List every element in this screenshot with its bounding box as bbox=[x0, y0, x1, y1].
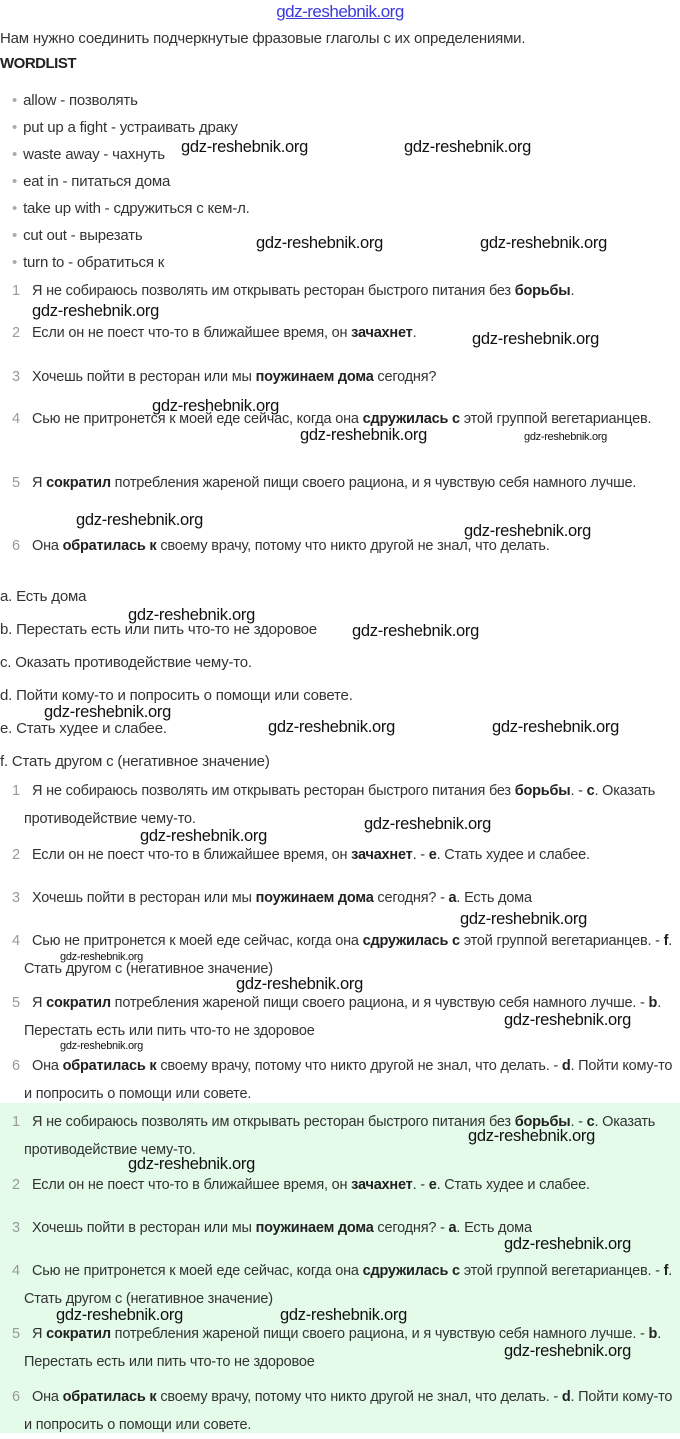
watermark: gdz-reshebnik.org bbox=[364, 815, 491, 833]
sentence-text bbox=[24, 1171, 677, 1199]
phrasal-verb: зачахнет bbox=[351, 847, 413, 863]
sentence-post: . bbox=[412, 325, 417, 341]
sentence-text bbox=[24, 1257, 677, 1313]
definition-option: f. Стать другом с (негативное значение) bbox=[0, 753, 270, 770]
sentence-text bbox=[24, 1383, 677, 1439]
definition-option: d. Пойти кому-то и попросить о помощи или совете. bbox=[0, 687, 353, 704]
watermark: gdz-reshebnik.org bbox=[60, 951, 143, 963]
item-number: 4 bbox=[12, 933, 20, 949]
wordlist-item bbox=[12, 173, 170, 190]
item-number: 3 bbox=[12, 890, 20, 906]
answer-separator: - bbox=[636, 1326, 649, 1342]
answer-letter: е bbox=[428, 847, 437, 863]
answer-letter: а bbox=[448, 1220, 457, 1236]
watermark: gdz-reshebnik.org bbox=[464, 522, 591, 540]
watermark: gdz-reshebnik.org bbox=[280, 1306, 407, 1324]
watermark: gdz-reshebnik.org bbox=[76, 511, 203, 529]
answer-letter: а bbox=[448, 890, 457, 906]
sentence-pre: Она bbox=[32, 538, 63, 554]
item-number: 5 bbox=[12, 475, 20, 491]
sentence-pre: Если он не поест что-то в ближайшее время, он bbox=[32, 325, 352, 341]
answer-letter: b bbox=[648, 1326, 658, 1342]
answer-separator: - bbox=[651, 933, 664, 949]
answer-separator: - bbox=[416, 1177, 429, 1193]
wordlist-item bbox=[12, 200, 250, 217]
sentence-text bbox=[24, 841, 677, 869]
bullet-icon: • bbox=[12, 200, 18, 217]
answer-text: . Есть дома bbox=[456, 1220, 532, 1236]
sentence-text bbox=[24, 363, 677, 391]
bullet-icon: • bbox=[12, 173, 18, 190]
answer-separator: - bbox=[549, 1389, 562, 1405]
item-number: 1 bbox=[12, 1114, 20, 1130]
item-number: 4 bbox=[12, 411, 20, 427]
phrasal-verb: сдружилась с bbox=[362, 1263, 460, 1279]
sentence-pre: Если он не поест что-то в ближайшее время, он bbox=[32, 1177, 352, 1193]
answer-text: . Стать худее и слабее. bbox=[436, 1177, 590, 1193]
watermark: gdz-reshebnik.org bbox=[460, 910, 587, 928]
watermark: gdz-reshebnik.org bbox=[236, 975, 363, 993]
wordlist-item bbox=[12, 254, 164, 271]
answer-letter: с bbox=[586, 1114, 595, 1130]
answer-separator: - bbox=[549, 1058, 562, 1074]
item-number: 6 bbox=[12, 1389, 20, 1405]
watermark: gdz-reshebnik.org bbox=[504, 1011, 631, 1029]
sentence-pre: Я bbox=[32, 995, 47, 1011]
answer-separator: - bbox=[636, 995, 649, 1011]
item-number: 1 bbox=[12, 783, 20, 799]
answer-letter: с bbox=[586, 783, 595, 799]
wordlist-item bbox=[12, 146, 165, 163]
watermark: gdz-reshebnik.org bbox=[472, 330, 599, 348]
phrasal-verb: поужинаем дома bbox=[255, 890, 374, 906]
phrasal-verb: зачахнет bbox=[351, 1177, 413, 1193]
bullet-icon: • bbox=[12, 92, 18, 109]
sentence-text bbox=[24, 469, 677, 497]
watermark: gdz-reshebnik.org bbox=[480, 234, 607, 252]
answer-letter: f bbox=[663, 1263, 669, 1279]
phrasal-verb: зачахнет bbox=[351, 325, 413, 341]
answer-text: . Оказать противодействие чему-то. bbox=[24, 1114, 656, 1158]
bullet-icon: • bbox=[12, 227, 18, 244]
watermark: gdz-reshebnik.org bbox=[524, 431, 607, 443]
watermark: gdz-reshebnik.org bbox=[128, 1155, 255, 1173]
answer-separator: - bbox=[574, 783, 587, 799]
sentence-post: . bbox=[570, 1114, 575, 1130]
answer-text: . Перестать есть или пить что-то не здоровое bbox=[24, 995, 662, 1039]
sentence-post: потребления жареной пищи своего рациона, и я чувствую себя намного лучше. bbox=[110, 1326, 637, 1342]
sentence-pre: Если он не поест что-то в ближайшее время, он bbox=[32, 847, 352, 863]
item-number: 6 bbox=[12, 1058, 20, 1074]
watermark: gdz-reshebnik.org bbox=[504, 1342, 631, 1360]
watermark: gdz-reshebnik.org bbox=[140, 827, 267, 845]
sentence-item bbox=[12, 841, 677, 869]
phrasal-verb: сократил bbox=[46, 475, 111, 491]
sentence-pre: Я bbox=[32, 1326, 47, 1342]
watermark: gdz-reshebnik.org bbox=[300, 426, 427, 444]
sentence-pre: Она bbox=[32, 1058, 63, 1074]
bullet-icon: • bbox=[12, 146, 18, 163]
wordlist-item-text: eat in - питаться дома bbox=[23, 173, 171, 190]
task-instruction: Нам нужно соединить подчеркнутые фразовые глаголы с их определениями. bbox=[0, 30, 526, 47]
wordlist-item-text: put up a fight - устраивать драку bbox=[23, 119, 238, 136]
wordlist-item-text: waste away - чахнуть bbox=[23, 146, 165, 163]
wordlist-item bbox=[12, 119, 238, 136]
watermark: gdz-reshebnik.org bbox=[181, 138, 308, 156]
phrasal-verb: сдружилась с bbox=[362, 933, 460, 949]
wordlist-heading: WORDLIST bbox=[0, 55, 76, 72]
sentence-pre: Я не собираюсь позволять им открывать ресторан быстрого питания без bbox=[32, 783, 515, 799]
watermark: gdz-reshebnik.org bbox=[352, 622, 479, 640]
watermark: gdz-reshebnik.org bbox=[32, 302, 159, 320]
phrasal-verb: сдружилась с bbox=[362, 411, 460, 427]
sentence-text bbox=[24, 1052, 677, 1108]
wordlist-item-text: allow - позволять bbox=[23, 92, 138, 109]
phrasal-verb: сократил bbox=[46, 995, 111, 1011]
phrasal-verb: обратилась к bbox=[62, 1058, 157, 1074]
sentence-post: потребления жареной пищи своего рациона, и я чувствую себя намного лучше. bbox=[110, 475, 637, 491]
item-number: 6 bbox=[12, 538, 20, 554]
sentence-post: этой группой вегетарианцев. bbox=[459, 1263, 652, 1279]
answer-text: . Перестать есть или пить что-то не здоровое bbox=[24, 1326, 662, 1370]
sentence-item bbox=[12, 363, 677, 391]
sentence-pre: Она bbox=[32, 1389, 63, 1405]
definition-option: b. Перестать есть или пить что-то не здоровое bbox=[0, 621, 317, 638]
item-number: 2 bbox=[12, 325, 20, 341]
answer-separator: - bbox=[574, 1114, 587, 1130]
sentence-item bbox=[12, 1052, 677, 1102]
sentence-item bbox=[12, 1171, 677, 1199]
sentence-item bbox=[12, 1257, 677, 1307]
item-number: 4 bbox=[12, 1263, 20, 1279]
watermark: gdz-reshebnik.org bbox=[468, 1127, 595, 1145]
sentence-post: . bbox=[570, 283, 575, 299]
phrasal-verb: борьбы bbox=[514, 783, 571, 799]
definition-option: c. Оказать противодействие чему-то. bbox=[0, 654, 252, 671]
item-number: 1 bbox=[12, 283, 20, 299]
bullet-icon: • bbox=[12, 254, 18, 271]
sentence-post: своему врачу, потому что никто другой не знал, что делать. bbox=[156, 1058, 550, 1074]
watermark: gdz-reshebnik.org bbox=[504, 1235, 631, 1253]
answer-text: . Оказать противодействие чему-то. bbox=[24, 783, 656, 827]
wordlist-item-text: cut out - вырезать bbox=[23, 227, 143, 244]
sentence-pre: Я bbox=[32, 475, 47, 491]
sentence-text bbox=[24, 884, 677, 912]
answer-text: . Стать другом с (негативное значение) bbox=[24, 1263, 673, 1307]
watermark: gdz-reshebnik.org bbox=[268, 718, 395, 736]
answer-text: . Стать худее и слабее. bbox=[436, 847, 590, 863]
phrasal-verb: поужинаем дома bbox=[255, 1220, 374, 1236]
sentence-post: этой группой вегетарианцев. bbox=[459, 411, 652, 427]
sentence-post: . bbox=[412, 847, 417, 863]
sentence-text bbox=[24, 277, 677, 305]
answer-text: . Стать другом с (негативное значение) bbox=[24, 933, 673, 977]
answer-text: . Пойти кому-то и попросить о помощи или совете. bbox=[24, 1058, 673, 1102]
answer-separator: - bbox=[436, 1220, 449, 1236]
sentence-pre: Хочешь пойти в ресторан или мы bbox=[32, 369, 256, 385]
sentence-post: этой группой вегетарианцев. bbox=[459, 933, 652, 949]
watermark: gdz-reshebnik.org bbox=[404, 138, 531, 156]
definition-option: a. Есть дома bbox=[0, 588, 87, 605]
phrasal-verb: обратилась к bbox=[62, 1389, 157, 1405]
sentence-item bbox=[12, 469, 677, 497]
bullet-icon: • bbox=[12, 119, 18, 136]
watermark-link[interactable]: gdz-reshebnik.org bbox=[276, 2, 404, 21]
wordlist-item-text: turn to - обратиться к bbox=[23, 254, 165, 271]
sentence-item bbox=[12, 884, 677, 912]
sentence-post: . bbox=[570, 783, 575, 799]
answer-letter: е bbox=[428, 1177, 437, 1193]
item-number: 2 bbox=[12, 847, 20, 863]
wordlist-item-text: take up with - сдружиться с кем-л. bbox=[23, 200, 250, 217]
item-number: 3 bbox=[12, 1220, 20, 1236]
watermark: gdz-reshebnik.org bbox=[128, 606, 255, 624]
watermark: gdz-reshebnik.org bbox=[44, 703, 171, 721]
definition-option: e. Стать худее и слабее. bbox=[0, 720, 167, 737]
sentence-pre: Сью не притронется к моей еде сейчас, когда она bbox=[32, 411, 363, 427]
sentence-post: сегодня? bbox=[373, 369, 437, 385]
sentence-post: потребления жареной пищи своего рациона, и я чувствую себя намного лучше. bbox=[110, 995, 637, 1011]
watermark: gdz-reshebnik.org bbox=[60, 1040, 143, 1052]
item-number: 3 bbox=[12, 369, 20, 385]
answer-separator: - bbox=[416, 847, 429, 863]
phrasal-verb: обратилась к bbox=[62, 538, 157, 554]
watermark: gdz-reshebnik.org bbox=[492, 718, 619, 736]
sentence-pre: Хочешь пойти в ресторан или мы bbox=[32, 890, 256, 906]
sentence-pre: Хочешь пойти в ресторан или мы bbox=[32, 1220, 256, 1236]
phrasal-verb: сократил bbox=[46, 1326, 111, 1342]
watermark: gdz-reshebnik.org bbox=[256, 234, 383, 252]
answer-separator: - bbox=[651, 1263, 664, 1279]
answer-letter: d bbox=[561, 1389, 571, 1405]
wordlist-item bbox=[12, 227, 143, 244]
sentence-item bbox=[12, 1383, 677, 1433]
watermark: gdz-reshebnik.org bbox=[152, 397, 279, 415]
answer-text: . Есть дома bbox=[456, 890, 532, 906]
answer-separator: - bbox=[436, 890, 449, 906]
item-number: 5 bbox=[12, 1326, 20, 1342]
sentence-item bbox=[12, 277, 677, 305]
sentence-pre: Сью не притронется к моей еде сейчас, когда она bbox=[32, 1263, 363, 1279]
sentence-text bbox=[24, 777, 677, 833]
sentence-post: сегодня? bbox=[373, 1220, 437, 1236]
sentence-post: сегодня? bbox=[373, 890, 437, 906]
answer-letter: b bbox=[648, 995, 658, 1011]
sentence-post: своему врачу, потому что никто другой не знал, что делать. bbox=[156, 538, 550, 554]
sentence-pre: Я не собираюсь позволять им открывать ресторан быстрого питания без bbox=[32, 1114, 515, 1130]
item-number: 2 bbox=[12, 1177, 20, 1193]
item-number: 5 bbox=[12, 995, 20, 1011]
phrasal-verb: борьбы bbox=[514, 1114, 571, 1130]
answer-text: . Пойти кому-то и попросить о помощи или совете. bbox=[24, 1389, 673, 1433]
phrasal-verb: борьбы bbox=[514, 283, 571, 299]
answer-letter: f bbox=[663, 933, 669, 949]
sentence-pre: Сью не притронется к моей еде сейчас, когда она bbox=[32, 933, 363, 949]
watermark: gdz-reshebnik.org bbox=[56, 1306, 183, 1324]
sentence-post: своему врачу, потому что никто другой не знал, что делать. bbox=[156, 1389, 550, 1405]
sentence-pre: Я не собираюсь позволять им открывать ресторан быстрого питания без bbox=[32, 283, 515, 299]
phrasal-verb: поужинаем дома bbox=[255, 369, 374, 385]
wordlist-item bbox=[12, 92, 138, 109]
answer-letter: d bbox=[561, 1058, 571, 1074]
sentence-post: . bbox=[412, 1177, 417, 1193]
